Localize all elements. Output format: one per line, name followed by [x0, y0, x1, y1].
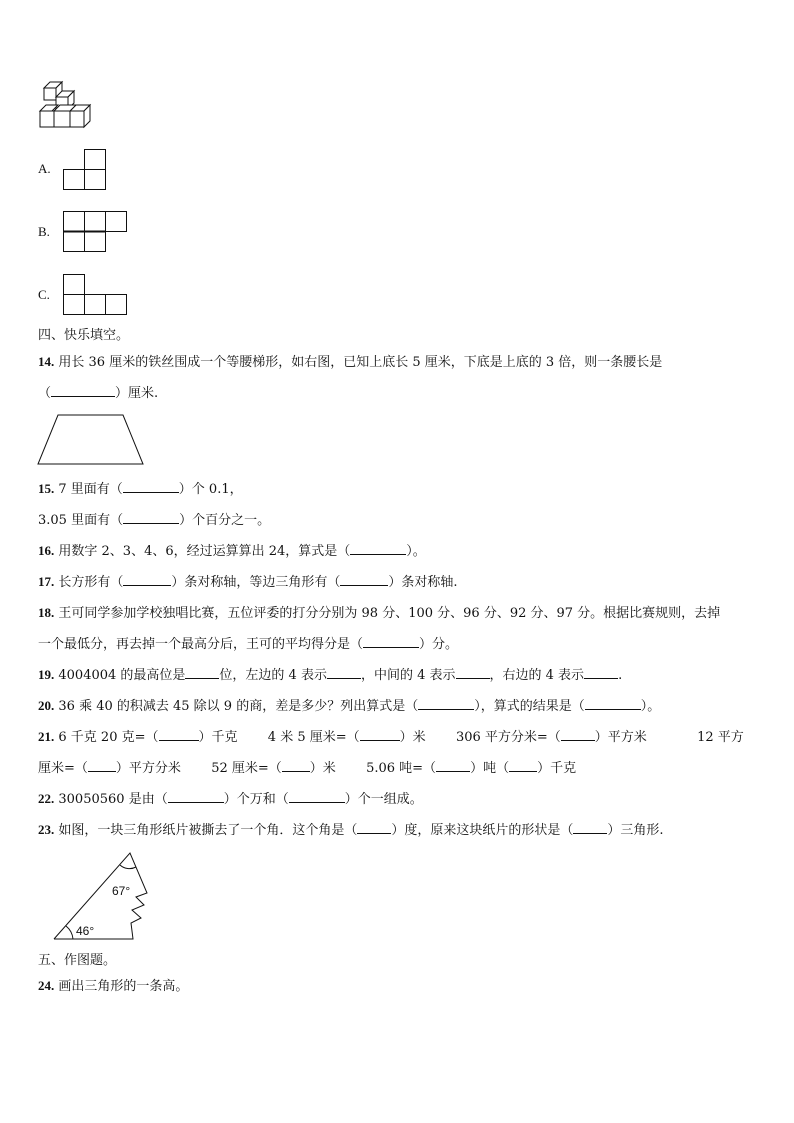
- question-17: [38, 572, 458, 593]
- question-17-text-a: 长方形有（: [58, 575, 124, 590]
- question-21-line-2: [38, 758, 576, 779]
- answer-blank[interactable]: [456, 665, 490, 679]
- question-21-number: 21.: [38, 729, 55, 744]
- question-14-text: 用长 36 厘米的铁丝围成一个等腰梯形，如右图，已知上底长 5 厘米，下底是上底的 3 倍，则一条腰长是: [58, 355, 663, 370]
- answer-blank[interactable]: [418, 696, 474, 710]
- question-15-part-2: [38, 510, 270, 531]
- question-19: [38, 665, 622, 686]
- question-18-number: 18.: [38, 605, 55, 620]
- question-20-number: 20.: [38, 698, 55, 713]
- question-15-text-d: ）个百分之一。: [179, 513, 271, 528]
- answer-blank[interactable]: [51, 383, 115, 397]
- answer-blank[interactable]: [357, 820, 391, 834]
- answer-blank[interactable]: [340, 572, 388, 586]
- question-21-text: ）平方分米: [115, 761, 181, 776]
- question-19-number: 19.: [38, 667, 55, 682]
- question-17-text-c: ）条对称轴.: [388, 575, 458, 590]
- question-19-text-d: ，右边的 4 表示: [489, 668, 585, 683]
- question-22-text-b: ）个万和（: [223, 792, 289, 807]
- answer-blank[interactable]: [436, 758, 470, 772]
- answer-blank[interactable]: [561, 727, 595, 741]
- question-16-number: 16.: [38, 543, 55, 558]
- question-23-text-a: 如图，一块三角形纸片被撕去了一个角．这个角是（: [58, 823, 358, 838]
- question-21-text: 12 平方: [697, 730, 744, 745]
- question-19-text-b: 位，左边的 4 表示: [219, 668, 327, 683]
- question-15-text-b: ）个 0.1，: [178, 482, 243, 497]
- answer-blank[interactable]: [123, 510, 179, 524]
- answer-blank[interactable]: [584, 665, 618, 679]
- answer-blank[interactable]: [123, 572, 171, 586]
- question-18-text-a: 王可同学参加学校独唱比赛，五位评委的打分分别为 98 分、100 分、96 分、92 分、97 分。根据比赛规则，去掉: [58, 606, 721, 621]
- question-19-text-a: 4004004 的最高位是: [58, 668, 186, 683]
- option-a-view: [63, 149, 107, 191]
- question-21-text: 6 千克 20 克=（: [58, 730, 159, 745]
- question-21-text: 厘米=（: [38, 761, 88, 776]
- question-18-line-2: [38, 634, 458, 655]
- answer-blank[interactable]: [159, 727, 199, 741]
- question-20-text-b: ），算式的结果是（: [474, 699, 585, 714]
- question-16-text-b: ）。: [406, 544, 426, 559]
- answer-blank[interactable]: [88, 758, 116, 772]
- paren-open: （: [38, 386, 52, 401]
- question-20-text-a: 36 乘 40 的积减去 45 除以 9 的商，差是多少？列出算式是（: [58, 699, 419, 714]
- question-17-text-b: ）条对称轴，等边三角形有（: [171, 575, 341, 590]
- trapezoid-figure: [37, 414, 145, 466]
- question-24-number: 24.: [38, 978, 55, 993]
- question-22-text-c: ）个一组成。: [344, 792, 423, 807]
- question-24-text: 画出三角形的一条高。: [58, 979, 189, 994]
- question-21-text: ）千克: [198, 730, 238, 745]
- answer-blank[interactable]: [282, 758, 310, 772]
- answer-blank[interactable]: [360, 727, 400, 741]
- question-22-text-a: 30050560 是由（: [58, 792, 168, 807]
- question-21-text: ）米: [399, 730, 426, 745]
- cube-arrangement-figure: [38, 85, 100, 130]
- question-18-text-b: 一个最低分，再去掉一个最高分后，王可的平均得分是（: [38, 637, 364, 652]
- answer-blank[interactable]: [573, 820, 607, 834]
- question-23-number: 23.: [38, 822, 55, 837]
- question-23-text-b: ）度，原来这块纸片的形状是（: [391, 823, 574, 838]
- question-15-number: 15.: [38, 481, 55, 496]
- option-c-view: [63, 274, 127, 316]
- answer-blank[interactable]: [123, 479, 179, 493]
- torn-triangle-figure: [52, 853, 152, 943]
- question-21-text: 5.06 吨=（: [366, 761, 437, 776]
- question-21-text: 52 厘米=（: [211, 761, 282, 776]
- answer-blank[interactable]: [185, 665, 219, 679]
- question-19-text-c: ，中间的 4 表示: [360, 668, 456, 683]
- question-14: [38, 352, 662, 373]
- question-18-text-c: ）分。: [419, 637, 459, 652]
- unit-text: ）厘米.: [115, 386, 159, 401]
- option-b-label: B.: [38, 224, 50, 239]
- question-21-text: ）平方米: [594, 730, 647, 745]
- answer-blank[interactable]: [350, 541, 406, 555]
- answer-blank[interactable]: [363, 634, 419, 648]
- question-21-text: 306 平方分米=（: [455, 730, 561, 745]
- question-21-text: 4 米 5 厘米=（: [267, 730, 360, 745]
- question-18-line-1: [38, 603, 720, 624]
- question-15-part-1: [38, 479, 243, 500]
- angle-46-label: 46°: [76, 924, 95, 938]
- answer-blank[interactable]: [168, 789, 224, 803]
- question-16-text-a: 用数字 2、3、4、6，经过运算算出 24，算式是（: [58, 544, 351, 559]
- question-21-text: ）米: [309, 761, 336, 776]
- question-21-text: ）吨（: [470, 761, 510, 776]
- question-16: [38, 541, 426, 562]
- question-19-text-e: .: [618, 668, 623, 683]
- answer-blank[interactable]: [585, 696, 641, 710]
- answer-blank[interactable]: [509, 758, 537, 772]
- question-21-text: ）千克: [537, 761, 577, 776]
- question-20-text-c: ）。: [640, 699, 661, 714]
- question-15-text-c: 3.05 里面有（: [38, 513, 124, 528]
- question-23: [38, 820, 664, 841]
- question-15-text-a: 7 里面有（: [58, 482, 123, 497]
- section-5-title: 五、作图题。: [38, 953, 117, 968]
- question-20: [38, 696, 660, 717]
- question-24: [38, 976, 188, 997]
- answer-blank[interactable]: [327, 665, 361, 679]
- angle-67-label: 67°: [112, 884, 131, 898]
- question-14-answer-line: [38, 383, 158, 404]
- option-a-label: A.: [38, 161, 51, 176]
- answer-blank[interactable]: [289, 789, 345, 803]
- option-b-view: [63, 211, 127, 253]
- question-22-number: 22.: [38, 791, 55, 806]
- question-21-line-1: [38, 727, 744, 748]
- option-c-label: C.: [38, 287, 50, 302]
- section-4-title: 四、快乐填空。: [38, 328, 130, 343]
- question-14-number: 14.: [38, 354, 55, 369]
- question-22: [38, 789, 423, 810]
- question-17-number: 17.: [38, 574, 55, 589]
- question-23-text-c: ）三角形.: [607, 823, 664, 838]
